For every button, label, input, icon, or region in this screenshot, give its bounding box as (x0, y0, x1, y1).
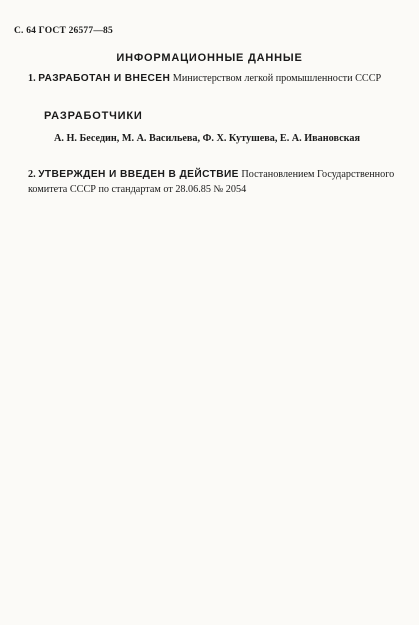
developers-heading: РАЗРАБОТЧИКИ (44, 110, 143, 122)
page-title: ИНФОРМАЦИОННЫЕ ДАННЫЕ (116, 52, 303, 64)
section-1-caps: РАЗРАБОТАН И ВНЕСЕН (38, 73, 171, 84)
developers-list: А. Н. Беседин, М. А. Васильева, Ф. Х. Кутушева, Е. А. Ивановская (54, 133, 360, 144)
section-2-text: Постановлением Государственного комитета СССР по стандартам от 28.06.85 № 2054 (28, 169, 395, 195)
page-header: С. 64 ГОСТ 26577—85 (14, 26, 113, 36)
section-1-text: Министерством легкой промышленности СССР (170, 73, 382, 84)
section-1 (28, 72, 400, 87)
section-1-number: 1. (28, 73, 36, 84)
section-2-caps: УТВЕРЖДЕН И ВВЕДЕН В ДЕЙСТВИЕ (38, 169, 239, 180)
section-2-number: 2. (28, 169, 36, 180)
section-2 (28, 168, 400, 197)
